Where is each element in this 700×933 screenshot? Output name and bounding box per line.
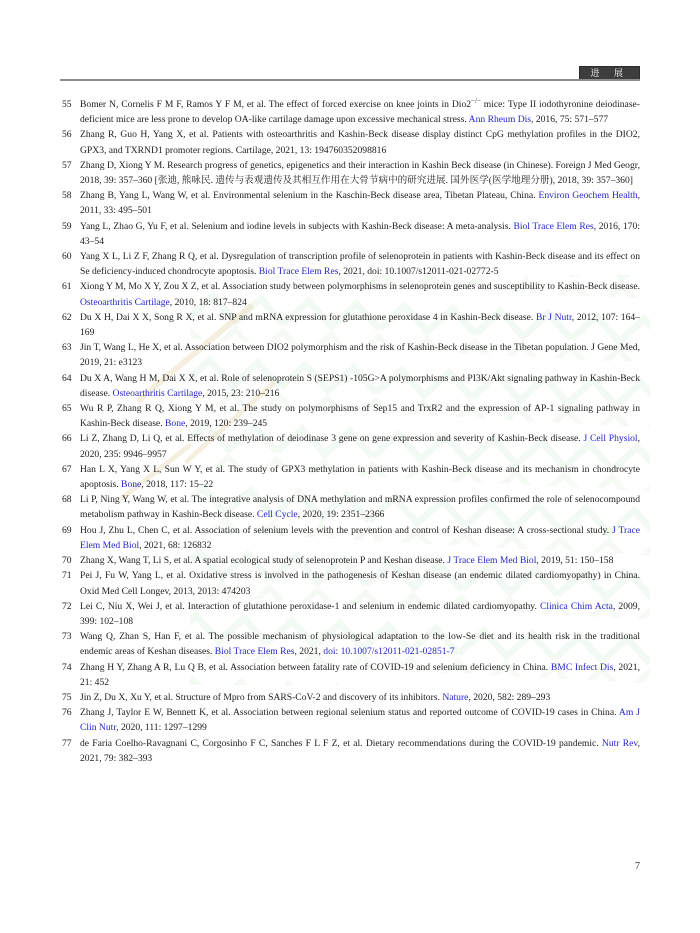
- reference-item: [62, 340, 640, 370]
- reference-number: 69: [62, 524, 72, 536]
- reference-list: [62, 97, 640, 766]
- journal-link[interactable]: Cell Cycle: [256, 509, 298, 521]
- reference-text-segment: , 2012, 107: 164–169: [80, 311, 640, 339]
- reference-number: 73: [62, 631, 72, 643]
- reference-text: [80, 631, 640, 657]
- reference-text: [80, 221, 640, 247]
- reference-number: 63: [62, 342, 72, 354]
- reference-text-segment: , 2010, 18: 817–824: [169, 296, 247, 308]
- reference-text-segment: , 2020, 111: 1297–1299: [116, 722, 207, 734]
- reference-text: [80, 251, 640, 277]
- reference-item: [62, 127, 640, 157]
- reference-item: [62, 629, 640, 659]
- reference-text-segment: , 2020, 582: 289–293: [468, 691, 551, 703]
- reference-text-segment: , 2015, 23: 210–216: [202, 387, 280, 399]
- reference-text: [80, 433, 640, 459]
- reference-text-segment: Bomer N, Cornelis F M F, Ramos Y F M, et al. The effect of forced exercise on knee joints in Dio2: [80, 99, 472, 110]
- reference-text-segment: , 2021, 21: 452: [80, 661, 640, 688]
- reference-text-segment: , 2020, 19: 2351–2366: [297, 509, 385, 521]
- journal-link[interactable]: BMC Infect Dis: [550, 661, 614, 673]
- reference-number: 62: [62, 311, 72, 323]
- reference-number: 57: [62, 159, 72, 171]
- section-badge: 进 展: [579, 66, 640, 81]
- reference-text-segment: Jin T, Wang L, He X, et al. Association between DIO2 polymorphism and the risk of Kashin-Beck disease in the Tibetan population. J Gene Med, 2019, 21: e3123: [80, 342, 640, 369]
- reference-text: [80, 190, 640, 216]
- journal-link[interactable]: Bone: [121, 479, 142, 491]
- reference-number: 75: [62, 691, 72, 703]
- reference-text: [80, 738, 640, 764]
- reference-text-segment: , 2016, 170: 43–54: [80, 220, 640, 247]
- reference-number: 64: [62, 372, 72, 384]
- reference-text-segment: , 2021, 79: 382–393: [80, 737, 640, 764]
- reference-text-segment: Du X H, Dai X X, Song R X, et al. SNP and mRNA expression for glutathione peroxidase 4 in Kashin-Beck disease.: [80, 311, 536, 323]
- reference-text-segment: , 2019, 51: 150–158: [536, 555, 614, 567]
- reference-item: [62, 371, 640, 401]
- reference-text-segment: Zhang B, Yang L, Wang W, et al. Environmental selenium in the Kaschin-Beck disease area, Tibetan Plateau, China.: [80, 190, 539, 202]
- reference-item: [62, 736, 640, 766]
- journal-link[interactable]: Environ Geochem Health: [538, 190, 638, 202]
- journal-link[interactable]: Osteoarthritis Cartilage: [112, 387, 203, 399]
- reference-number: 70: [62, 555, 72, 567]
- reference-item: [62, 401, 640, 431]
- reference-text-segment: Zhang X, Wang T, Li S, et al. A spatial ecological study of selenoprotein P and Keshan disease.: [80, 555, 448, 567]
- reference-item: [62, 249, 640, 279]
- reference-text-segment: , 2016, 75: 571–577: [531, 114, 609, 126]
- reference-number: 66: [62, 433, 72, 445]
- reference-item: [62, 660, 640, 690]
- reference-text-segment: mice: Type II iodothyronine deiodinase-deficient mice are less prone to develop OA-like cartilage damage upon excessive mechanical stress.: [80, 99, 641, 126]
- journal-link[interactable]: Br J Nutr: [535, 311, 572, 323]
- journal-link[interactable]: Clinica Chim Acta: [540, 600, 613, 612]
- reference-text: [80, 494, 640, 520]
- reference-text-segment: Zhang R, Guo H, Yang X, et al. Patients with osteoarthritis and Kashin-Beck disease display distinct CpG methylation profiles in the DIO2, GPX3, and TXRND1 promoter regions. Cartilage, 2021, 13: 194760352098816: [80, 129, 640, 156]
- reference-item: [62, 690, 640, 705]
- reference-text-segment: , 2021,: [294, 646, 324, 658]
- reference-number: 65: [62, 403, 72, 415]
- reference-text: [80, 525, 640, 551]
- reference-item: [62, 310, 640, 340]
- journal-link[interactable]: Biol Trace Elem Res: [258, 266, 339, 278]
- journal-link[interactable]: Osteoarthritis Cartilage: [80, 296, 170, 308]
- reference-text-segment: Wu R P, Zhang R Q, Xiong Y M, et al. The study on polymorphisms of Sep15 and TrxR2 and the expression of AP-1 signaling pathway in Kashin-Beck disease.: [80, 403, 640, 430]
- reference-item: [62, 492, 640, 522]
- reference-text: [80, 555, 613, 566]
- reference-text: [80, 662, 640, 688]
- reference-text: [80, 707, 640, 733]
- reference-text: [80, 96, 641, 126]
- reference-text-segment: Zhang H Y, Zhang A R, Lu Q B, et al. Association between fatality rate of COVID-19 and selenium deficiency in China.: [80, 661, 551, 673]
- reference-text-segment: Lei C, Niu X, Wei J, et al. Interaction of glutathione peroxidase-1 and selenium in endemic dilated cardiomyopathy.: [80, 600, 540, 612]
- reference-text-segment: , 2018, 117: 15–22: [141, 479, 214, 491]
- reference-number: 56: [62, 129, 72, 141]
- reference-number: 67: [62, 463, 72, 475]
- reference-text: [80, 373, 640, 399]
- header-rule: [60, 79, 640, 81]
- reference-item: [62, 431, 640, 461]
- journal-link[interactable]: J Cell Physiol: [583, 433, 638, 445]
- reference-number: 55: [62, 99, 72, 110]
- reference-number: 77: [62, 737, 72, 749]
- reference-number: 71: [62, 570, 72, 582]
- reference-text: [80, 281, 640, 307]
- reference-text-segment: , 2009, 399: 102–108: [80, 600, 640, 627]
- reference-text-segment: Li Z, Zhang D, Li Q, et al. Effects of methylation of deiodinase 3 gene on gene expression and severity of Kashin-Beck disease.: [80, 433, 584, 445]
- reference-text-segment: Han L X, Yang X L, Sun W Y, et al. The study of GPX3 methylation in patients with Kashin-Beck disease and its mechanism in chondrocyte apoptosis.: [80, 463, 640, 491]
- reference-item: [62, 158, 640, 188]
- journal-link[interactable]: Nature: [442, 691, 469, 703]
- journal-link[interactable]: Biol Trace Elem Res: [214, 646, 295, 658]
- page-number: 7: [635, 861, 640, 872]
- reference-text-segment: Xiong Y M, Mo X Y, Zou X Z, et al. Association study between polymorphisms in selenoprotein genes and susceptibility to Kashin-Beck disease.: [80, 281, 640, 293]
- reference-text-segment: Zhang D, Xiong Y M. Research progress of genetics, epigenetics and their interaction in Kashin Beck disease (in Chinese). Foreign J Med Geogr, 2018, 39: 357–360 [张迪, 熊咏民. 遗传与表观遗传及其相互作用在大骨节病中的研究进展. 国外医学(医学地理分册), 2018, 39: 357–360]: [80, 159, 640, 187]
- reference-text: [80, 129, 640, 155]
- reference-text-segment: , 2021, doi: 10.1007/s12011-021-02772-5: [338, 266, 499, 278]
- reference-item: [62, 219, 640, 249]
- reference-text: [80, 601, 640, 627]
- reference-text-segment: , 2019, 120: 239–245: [185, 418, 268, 430]
- reference-number: 72: [62, 600, 72, 612]
- reference-item: [62, 462, 640, 492]
- reference-number: 59: [62, 220, 72, 232]
- reference-text-segment: Pei J, Fu W, Yang L, et al. Oxidative stress is involved in the pathogenesis of Keshan disease (an endemic dilated cardiomyopathy) in China. Oxid Med Cell Longev, 2013, 2013: 474203: [80, 570, 640, 597]
- reference-number: 74: [62, 661, 72, 673]
- reference-item: [62, 568, 640, 598]
- reference-item: [62, 553, 640, 568]
- reference-item: [62, 279, 640, 309]
- reference-text: [80, 342, 640, 368]
- reference-item: [62, 523, 640, 553]
- reference-item: [62, 705, 640, 735]
- reference-number: 68: [62, 494, 72, 506]
- reference-text-segment: , 2021, 68: 126832: [139, 539, 212, 551]
- reference-text-segment: de Faria Coelho-Ravagnani C, Corgosinho F C, Sanches F L F Z, et al. Dietary recommendations during the COVID-19 pandemic.: [80, 737, 602, 749]
- reference-text-segment: Wang Q, Zhan S, Han F, et al. The possible mechanism of physiological adaptation to the low-Se diet and its health risk in the traditional endemic areas of Keshan diseases.: [80, 631, 640, 658]
- reference-text: [80, 570, 640, 596]
- superscript-text: −/−: [471, 96, 481, 105]
- journal-link[interactable]: Am J Clin Nutr: [80, 707, 640, 734]
- reference-text: [80, 464, 640, 490]
- journal-link[interactable]: Bone: [165, 418, 186, 430]
- reference-text-segment: , 2020, 235: 9946–9957: [80, 433, 640, 460]
- reference-text: [80, 312, 640, 338]
- reference-item: [62, 599, 640, 629]
- reference-number: 61: [62, 281, 72, 293]
- reference-number: 58: [62, 190, 72, 202]
- reference-number: 60: [62, 251, 72, 263]
- journal-link[interactable]: J Trace Elem Med Biol: [80, 524, 640, 551]
- reference-text: [80, 403, 640, 429]
- reference-text-segment: Du X A, Wang H M, Dai X X, et al. Role of selenoprotein S (SEPS1) -105G>A polymorphisms and PI3K/Akt signaling pathway in Kashin-Beck disease.: [80, 372, 640, 399]
- running-head: [60, 63, 640, 77]
- journal-link[interactable]: doi: 10.1007/s12011-021-02851-7: [323, 646, 455, 658]
- reference-item: [62, 97, 640, 127]
- journal-link[interactable]: Biol Trace Elem Res: [513, 220, 594, 232]
- reference-text-segment: , 2011, 33: 495–501: [80, 190, 640, 217]
- reference-text-segment: Jin Z, Du X, Xu Y, et al. Structure of Mpro from SARS-CoV-2 and discovery of its inhibitors.: [80, 691, 443, 703]
- reference-text-segment: Li P, Ning Y, Wang W, et al. The integrative analysis of DNA methylation and mRNA expression profiles confirmed the role of selenocompound metabolism pathway in Kashin-Beck disease.: [80, 494, 640, 521]
- reference-text: [80, 692, 550, 703]
- reference-number: 76: [62, 707, 72, 719]
- reference-item: [62, 188, 640, 218]
- journal-link[interactable]: Ann Rheum Dis: [468, 114, 532, 126]
- reference-text: [80, 160, 640, 186]
- journal-link[interactable]: Nutr Rev: [601, 737, 638, 749]
- reference-text-segment: Zhang J, Taylor E W, Bennett K, et al. Association between regional selenium status and reported outcome of COVID-19 cases in China.: [80, 707, 619, 719]
- journal-link[interactable]: J Trace Elem Med Biol: [447, 555, 537, 567]
- reference-text-segment: Yang X L, Li Z F, Zhang R Q, et al. Dysregulation of transcription profile of selenoprotein in patients with Kashin-Beck disease and its effect on Se deficiency-induced chondrocyte apoptosis.: [80, 251, 640, 278]
- reference-text-segment: Hou J, Zhu L, Chen C, et al. Association of selenium levels with the prevention and control of Keshan disease: A cross-sectional study.: [80, 524, 613, 536]
- reference-text-segment: Yang L, Zhao G, Yu F, et al. Selenium and iodine levels in subjects with Kashin-Beck disease: A meta-analysis.: [80, 220, 514, 232]
